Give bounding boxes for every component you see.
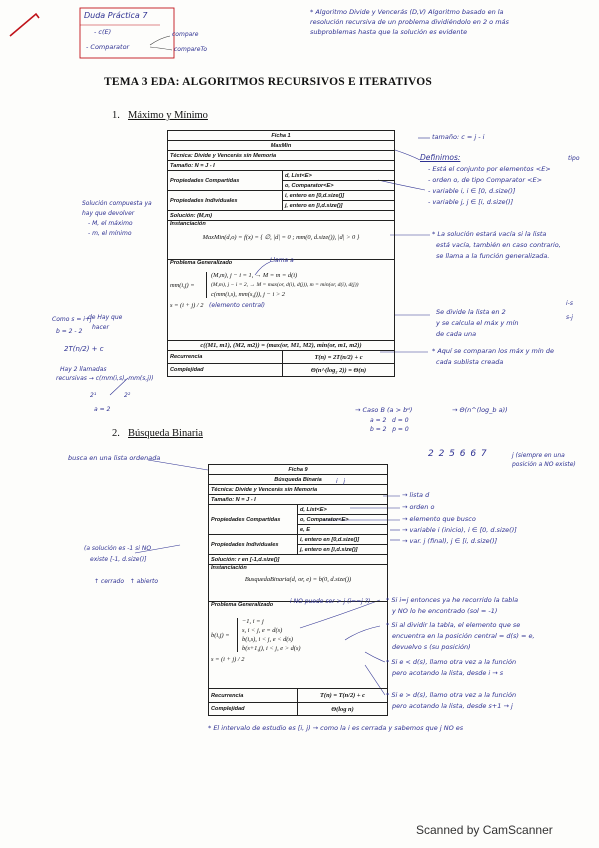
ficha-9-prop-comp-0: d, List<E>	[298, 505, 388, 515]
note-sol-2: - M, el máximo	[88, 220, 133, 227]
ficha-9-s-def: s = (i + j) / 2	[211, 656, 245, 663]
note-como-1: b = 2 - 2	[56, 328, 83, 335]
note-hay-1: hacer	[92, 324, 109, 331]
note-left-sol-0: (a solución es -1 si NO	[84, 545, 152, 552]
note-tipo: tipo	[568, 155, 580, 162]
ficha-1-instanciacion	[168, 221, 395, 260]
note-comparan-0: * Aquí se comparan los máx y mín de	[432, 347, 554, 355]
dyv-note-1: * Algoritmo Divide y Vencerás (D,V) Algoritmo basado en la	[310, 8, 504, 16]
note-sol-3: - m, el mínimo	[88, 230, 132, 237]
ficha-1-prop-comp-label: Propiedades Compartidas	[168, 171, 283, 191]
note-c1-0: * Si i=j entonces ya he recorrido la tabla	[386, 596, 519, 604]
note-divide-0: Se divide la lista en 2	[436, 308, 506, 316]
section-1-title: Máximo y Mínimo	[128, 110, 208, 121]
note-c2-1: encuentra en la posición central = d(s) = e,	[392, 632, 535, 640]
note-vacia-2: se llama a la función generalizada.	[436, 252, 550, 260]
ficha-9-recurrencia-label: Recurrencia	[209, 689, 298, 703]
note-busca: busca en una lista ordenada	[68, 454, 161, 462]
ficha-1-prop-ind-label: Propiedades Individuales	[168, 191, 283, 211]
ficha-1-prop-ind-0: i, entero en [0,d.size()]	[283, 191, 395, 201]
note-bottom: * El intervalo de estudio es [i, j) → como la i es cerrada y sabemos que j NO es	[208, 724, 464, 732]
ficha-1-case-1: (M,m), j − i = 2, → M = max(or, d(i), d(j)), m = min(or, d(i), d(j))	[211, 282, 359, 288]
note-divide-sub-0: i-s	[566, 300, 573, 307]
ficha-9-prop-comp-1: o, Comparator<E>	[298, 515, 388, 525]
ficha-9-name: Búsqueda Binaria	[209, 475, 388, 485]
note-right-1: → orden o	[402, 503, 435, 511]
ficha-9-problema	[209, 602, 388, 689]
note-left-sol-2: ↑ cerrado ↑ abierto	[94, 578, 159, 585]
note-digits: 2 2 5 6 6 7	[428, 449, 488, 459]
page-title: TEMA 3 EDA: ALGORITMOS RECURSIVOS E ITERATIVOS	[104, 76, 433, 88]
section-1-number: 1.	[112, 110, 120, 121]
note-right-4: → var. j (final), j ∈ [i, d.size()]	[402, 537, 498, 545]
note-c3-0: * Si e < d(s), llamo otra vez a la función	[386, 658, 517, 666]
note-vacia-0: * La solución estará vacía si la lista	[432, 230, 547, 238]
note-c4-1: pero acotando la lista, desde s+1 → j	[392, 702, 513, 710]
note-caso-result: → Θ(n^(log_b a))	[452, 406, 508, 414]
notebox-line-1: Duda Práctica 7	[84, 11, 148, 20]
note-pow-1: 2²	[124, 392, 131, 399]
ficha-9-prop-ind-1: j, entero en [i,d.size()]	[298, 545, 388, 555]
note-c4-0: * Si e > d(s), llamo otra vez a la función	[386, 691, 517, 699]
dyv-note-3: subproblemas hasta que la solución es evidente	[310, 28, 468, 36]
ficha-9-case-2: b(i,s), i < j, e < d(s)	[242, 636, 294, 643]
ficha-1-instanciacion-formula: MaxMin(d,o) = f(x) = { ∅, |d| = 0 ; mm(0, d.size()), |d| > 0 }	[202, 234, 360, 241]
ficha-1-complejidad-label: Complejidad	[168, 364, 283, 377]
note-def-0: - Está el conjunto por elementos <E>	[428, 165, 551, 173]
ficha-1-combine: c((M1, m1), (M2, m2)) = (max(or, M1, M2), min(or, m1, m2))	[168, 341, 395, 351]
ficha-1-problema	[168, 260, 395, 341]
note-caso-vals-1: b = 2 p = 0	[370, 426, 409, 433]
ficha-1-problema-lhs: mm(i,j) =	[170, 281, 195, 289]
note-pow-0: 2¹	[90, 392, 97, 399]
ficha-1-table	[167, 130, 395, 377]
note-llama: Llama a	[270, 257, 294, 264]
ficha-9-case-3: b(s+1,j), i < j, e > d(s)	[242, 645, 301, 652]
ficha-1-name: MaxMin	[168, 141, 395, 151]
note-sol-0: Solución compuesta ya	[82, 200, 152, 207]
ficha-9-problema-lhs: b(i,j) =	[211, 631, 230, 639]
note-sol-1: hay que devolver	[82, 210, 135, 217]
ficha-9-prop-comp-2: e, E	[298, 525, 388, 535]
note-caso-vals-0: a = 2 d = 0	[370, 417, 409, 424]
ficha-1-complejidad: Θ(n^(log₂ 2)) = Θ(n)	[283, 364, 395, 377]
note-hay-0: de Hay que	[88, 314, 123, 321]
ficha-9-num: Ficha 9	[209, 465, 388, 475]
ficha-9-prop-ind-label: Propiedades Individuales	[209, 535, 298, 555]
note-pow-2: a = 2	[94, 406, 111, 413]
note-right-2: → elemento que busco	[402, 515, 476, 523]
note-right-0: → lista d	[402, 491, 430, 499]
note-def-2: - variable i, i ∈ [0, d.size()]	[428, 187, 516, 195]
note-rec-1: Hay 2 llamadas	[60, 366, 107, 373]
ficha-9-complejidad: Θ(log n)	[298, 703, 388, 716]
ficha-1-recurrencia: T(n) = 2T(n/2) + c	[283, 351, 395, 364]
section-2-number: 2.	[112, 428, 120, 439]
note-c3-1: pero acotando la lista, desde i → s	[392, 669, 504, 677]
ficha-1-instanciacion-label: Instanciación	[170, 221, 206, 227]
note-digits-note-0: j (siempre en una	[512, 452, 565, 459]
ficha-1-solucion: Solución: (M,m)	[168, 211, 395, 221]
ficha-9-solucion: Solución: r en [-1,d.size()]	[209, 555, 388, 565]
note-tamano: tamaño: c = j - i	[432, 133, 485, 141]
ficha-1-prop-ind-1: j, entero en [i,d.size()]	[283, 201, 395, 211]
note-c1-1: y NO lo he encontrado (sol = -1)	[392, 607, 498, 615]
note-definimos: Definimos:	[420, 153, 461, 162]
ficha-1-num: Ficha 1	[168, 131, 395, 141]
ficha-9-complejidad-label: Complejidad	[209, 703, 298, 716]
note-divide-1: y se calcula el máx y mín	[436, 319, 519, 327]
note-caso: → Caso B (a > bᵈ)	[355, 406, 413, 414]
ficha-9-tamano: Tamaño: N = J - I	[209, 495, 388, 505]
notebox-line-2: - c(E)	[94, 28, 112, 36]
ficha-9-case-0: −1, i = j	[242, 618, 264, 625]
ficha-1-problema-label: Problema Generalizado	[170, 260, 233, 266]
ficha-9-problema-label: Problema Generalizado	[211, 602, 274, 608]
note-rec-0: 2T(n/2) + c	[64, 345, 104, 353]
note-right-3: → variable i (inicio), i ∈ [0, d.size()]	[402, 526, 517, 534]
note-digits-note-1: posición a NO existe)	[512, 461, 576, 468]
ficha-1-prop-comp-1: o, Comparator<E>	[283, 181, 395, 191]
section-2-title: Búsqueda Binaria	[128, 428, 203, 439]
ficha-1-recurrencia-label: Recurrencia	[168, 351, 283, 364]
note-divide-2: de cada una	[436, 330, 477, 338]
note-nopuede: i NO puede ser > j (i==j ?)	[290, 598, 371, 605]
note-vacia-1: está vacía, también en caso contrario,	[436, 241, 561, 249]
dyv-note-2: resolución recursiva de un problema dividiéndolo en 2 o más	[310, 18, 509, 26]
note-def-3: - variable j, j ∈ [i, d.size()]	[428, 198, 514, 206]
ficha-9-recurrencia: T(n) = T(n/2) + c	[298, 689, 388, 703]
note-divide-sub-1: s-j	[566, 314, 573, 321]
note-ij: i j	[336, 478, 346, 485]
ficha-9-tecnica: Técnica: Divide y Vencerás sin Memoria	[209, 485, 388, 495]
ficha-9-prop-ind-0: i, entero en [0,d.size()]	[298, 535, 388, 545]
note-como-0: Como s = i+j	[52, 316, 92, 323]
ficha-9-table	[208, 464, 388, 716]
ficha-1-case-0: (M,m), j − i = 1, → M = m = d(i)	[211, 272, 298, 279]
scanner-watermark: Scanned by CamScanner	[416, 823, 553, 837]
note-c2-2: devuelvo s (su posición)	[392, 643, 471, 651]
ficha-9-instanciacion	[209, 565, 388, 602]
note-left-sol-1: existe [-1, d.size()]	[90, 556, 147, 563]
arrow-compareto: compareTo	[174, 46, 208, 53]
ficha-1-s-note: (elemento central)	[209, 302, 266, 309]
note-def-1: - orden o, de tipo Comparator <E>	[428, 176, 543, 184]
ficha-1-s-def: s = (i + j) / 2	[170, 302, 204, 309]
note-comparan-1: cada sublista creada	[436, 358, 504, 366]
notebox-line-3: - Comparator	[86, 43, 130, 51]
ficha-1-case-2: c(mm(i,s), mm(s,j)), j − i > 2	[211, 291, 285, 298]
ficha-1-tecnica: Técnica: Divide y Vencerás sin Memoria	[168, 151, 395, 161]
ficha-9-prop-comp-label: Propiedades Compartidas	[209, 505, 298, 535]
ficha-1-tamano: Tamaño: N = J - I	[168, 161, 395, 171]
ficha-9-instanciacion-formula: BusquedaBinaria(d, or, e) = b(0, d.size())	[244, 576, 352, 583]
note-rec-2: recursivas → c(mm(i,s), mm(s,j))	[56, 375, 154, 382]
ficha-9-instanciacion-label: Instanciación	[211, 565, 247, 571]
arrow-compare: compare	[172, 31, 199, 38]
ficha-1-prop-comp-0: d, List<E>	[283, 171, 395, 181]
ficha-9-case-1: s, i < j, e = d(s)	[242, 627, 283, 634]
note-c2-0: * Si al dividir la tabla, el elemento que se	[386, 621, 521, 629]
